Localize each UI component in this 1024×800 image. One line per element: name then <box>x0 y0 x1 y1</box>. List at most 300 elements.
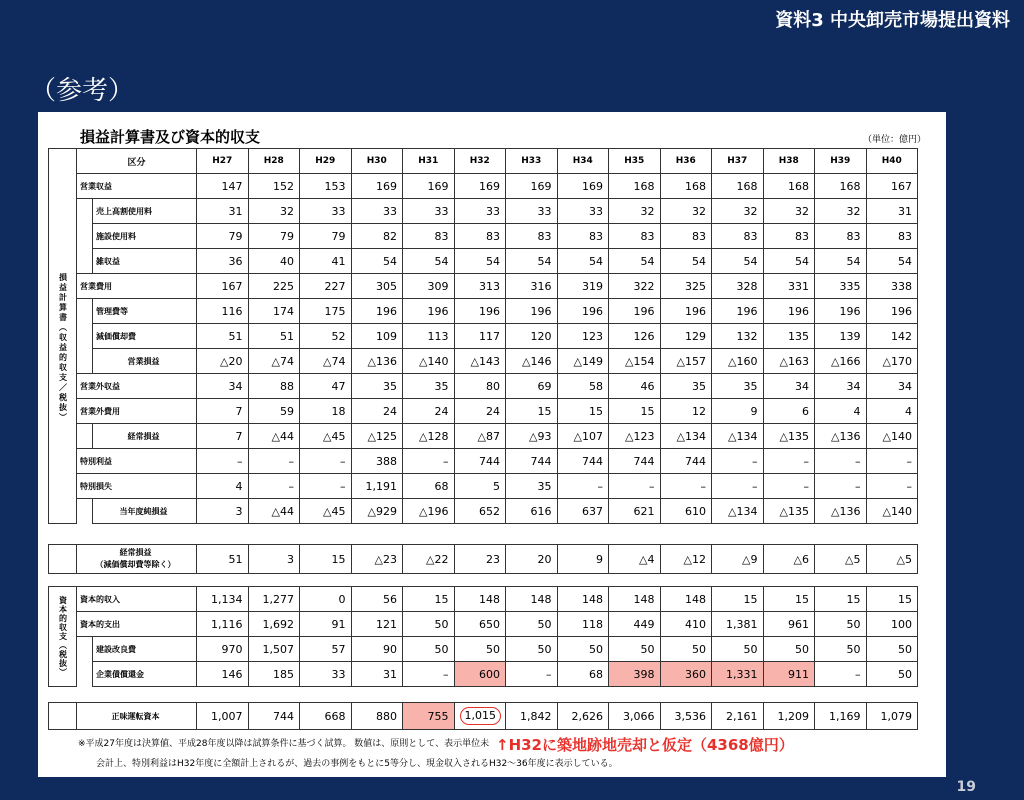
value-cell: 1,116 <box>197 612 249 637</box>
value-cell: 54 <box>866 249 918 274</box>
value-cell: 167 <box>866 174 918 199</box>
value-cell: 169 <box>506 174 558 199</box>
value-cell: 410 <box>660 612 712 637</box>
value-cell: 51 <box>197 324 249 349</box>
value-cell: 83 <box>609 224 661 249</box>
value-cell: △5 <box>815 545 867 574</box>
working-capital-table <box>48 702 918 730</box>
ordinary-profit-table <box>48 544 918 574</box>
value-cell: 610 <box>660 499 712 524</box>
income-statement-table <box>48 148 918 524</box>
year-header: H35 <box>609 149 661 174</box>
value-cell: 123 <box>557 324 609 349</box>
value-cell: – <box>866 474 918 499</box>
value-cell: △196 <box>403 499 455 524</box>
value-cell: △44 <box>248 499 300 524</box>
value-cell: – <box>557 474 609 499</box>
value-cell: 1,381 <box>712 612 764 637</box>
value-cell: 59 <box>248 399 300 424</box>
value-cell: 50 <box>557 637 609 662</box>
value-cell: 33 <box>506 199 558 224</box>
value-cell: 388 <box>351 449 403 474</box>
value-cell: 20 <box>506 545 558 574</box>
table-row <box>49 545 918 574</box>
value-cell: 54 <box>763 249 815 274</box>
value-cell: 33 <box>351 199 403 224</box>
row-label: 営業収益 <box>77 174 197 199</box>
value-cell: 50 <box>815 637 867 662</box>
value-cell: 69 <box>506 374 558 399</box>
value-cell: – <box>300 449 352 474</box>
value-cell: △135 <box>763 424 815 449</box>
value-cell: – <box>815 474 867 499</box>
value-cell: 1,692 <box>248 612 300 637</box>
value-cell: 3 <box>197 499 249 524</box>
value-cell: 35 <box>506 474 558 499</box>
value-cell: △4 <box>609 545 661 574</box>
slide-header: 資料3 中央卸売市場提出資料 <box>775 10 1010 31</box>
value-cell: △140 <box>866 499 918 524</box>
value-cell: △140 <box>866 424 918 449</box>
table-row <box>49 449 918 474</box>
value-cell: △12 <box>660 545 712 574</box>
value-cell: 196 <box>712 299 764 324</box>
value-cell: 33 <box>300 662 352 687</box>
value-cell: 15 <box>815 587 867 612</box>
reference-title: （参考） <box>30 76 135 106</box>
year-header: H27 <box>197 149 249 174</box>
value-cell: 90 <box>351 637 403 662</box>
value-cell: 54 <box>815 249 867 274</box>
value-cell: △5 <box>866 545 918 574</box>
value-cell: △143 <box>454 349 506 374</box>
value-cell: △163 <box>763 349 815 374</box>
value-cell: 1,169 <box>815 703 867 730</box>
value-cell: – <box>660 474 712 499</box>
value-cell: 68 <box>557 662 609 687</box>
value-cell: 148 <box>506 587 558 612</box>
value-cell: 668 <box>300 703 352 730</box>
value-cell: 227 <box>300 274 352 299</box>
header-label: 区分 <box>77 149 197 174</box>
value-cell: – <box>712 449 764 474</box>
value-cell: 126 <box>609 324 661 349</box>
unit-label: （単位：億円） <box>862 135 926 145</box>
value-cell: △45 <box>300 424 352 449</box>
value-cell: 82 <box>351 224 403 249</box>
table-row <box>49 199 918 224</box>
value-cell: △107 <box>557 424 609 449</box>
table-row <box>49 399 918 424</box>
row-label: 営業外費用 <box>77 399 197 424</box>
indent-cell <box>77 637 93 662</box>
value-cell: 652 <box>454 499 506 524</box>
value-cell: 50 <box>403 612 455 637</box>
value-cell: 24 <box>351 399 403 424</box>
value-cell: 50 <box>506 637 558 662</box>
value-cell: 4 <box>815 399 867 424</box>
row-label: 当年度純損益 <box>93 499 197 524</box>
value-cell: 31 <box>351 662 403 687</box>
value-cell: 15 <box>712 587 764 612</box>
value-cell: 32 <box>815 199 867 224</box>
value-cell: – <box>763 449 815 474</box>
year-header: H30 <box>351 149 403 174</box>
callout-annotation: ↑H32に築地跡地売却と仮定（4368億円） <box>492 734 798 755</box>
value-cell: △160 <box>712 349 764 374</box>
value-cell: 50 <box>454 637 506 662</box>
value-cell: 24 <box>454 399 506 424</box>
side-blank <box>49 703 77 730</box>
value-cell: △149 <box>557 349 609 374</box>
value-cell: 33 <box>403 199 455 224</box>
value-cell: 54 <box>660 249 712 274</box>
value-cell: 36 <box>197 249 249 274</box>
value-cell: 100 <box>866 612 918 637</box>
value-cell: 50 <box>866 662 918 687</box>
value-cell: 1,209 <box>763 703 815 730</box>
value-cell: 68 <box>403 474 455 499</box>
value-cell: – <box>248 474 300 499</box>
value-cell: 50 <box>712 637 764 662</box>
value-cell: 637 <box>557 499 609 524</box>
value-cell: 18 <box>300 399 352 424</box>
table-row <box>49 587 918 612</box>
footnote-1: ※平成27年度は決算値、平成28年度以降は試算条件に基づく試算。 数値は、原則として、表示単位未 <box>78 739 490 749</box>
value-cell: 616 <box>506 499 558 524</box>
value-cell: △6 <box>763 545 815 574</box>
table-row <box>49 174 918 199</box>
value-cell: 54 <box>712 249 764 274</box>
value-cell: 1,277 <box>248 587 300 612</box>
value-cell: – <box>815 449 867 474</box>
table-row <box>49 424 918 449</box>
value-cell: 54 <box>506 249 558 274</box>
value-cell: 744 <box>506 449 558 474</box>
value-cell: △128 <box>403 424 455 449</box>
value-cell: 196 <box>454 299 506 324</box>
value-cell: △154 <box>609 349 661 374</box>
value-cell: 31 <box>866 199 918 224</box>
value-cell: 168 <box>763 174 815 199</box>
value-cell: 185 <box>248 662 300 687</box>
table-row <box>49 612 918 637</box>
table-row <box>49 249 918 274</box>
value-cell: 83 <box>660 224 712 249</box>
value-cell: △20 <box>197 349 249 374</box>
value-cell: 40 <box>248 249 300 274</box>
table-row <box>49 349 918 374</box>
value-cell: △166 <box>815 349 867 374</box>
table-row <box>49 324 918 349</box>
year-header: H40 <box>866 149 918 174</box>
value-cell: 2,626 <box>557 703 609 730</box>
value-cell: 15 <box>300 545 352 574</box>
value-cell: 335 <box>815 274 867 299</box>
row-label: 資本的収入 <box>77 587 197 612</box>
value-cell: 1,191 <box>351 474 403 499</box>
value-cell: 1,007 <box>197 703 249 730</box>
value-cell: 0 <box>300 587 352 612</box>
value-cell: △93 <box>506 424 558 449</box>
row-label: 売上高割使用料 <box>93 199 197 224</box>
value-cell: 34 <box>763 374 815 399</box>
value-cell: 32 <box>712 199 764 224</box>
value-cell: 7 <box>197 399 249 424</box>
value-cell: 970 <box>197 637 249 662</box>
value-cell: 168 <box>609 174 661 199</box>
value-cell: 168 <box>815 174 867 199</box>
value-cell: 47 <box>300 374 352 399</box>
value-cell: 31 <box>197 199 249 224</box>
value-cell: 113 <box>403 324 455 349</box>
value-cell: 142 <box>866 324 918 349</box>
value-cell: 51 <box>248 324 300 349</box>
year-header: H28 <box>248 149 300 174</box>
value-cell: 88 <box>248 374 300 399</box>
row-label: 減価償却費 <box>93 324 197 349</box>
side-blank <box>49 545 77 574</box>
indent-cell <box>77 499 93 524</box>
footnote-2: 会計上、特別利益はH32年度に全額計上されるが、過去の事例をもとに5等分し、現金収入されるH32～36年度に表示している。 <box>96 759 618 769</box>
value-cell: 309 <box>403 274 455 299</box>
row-label: 特別利益 <box>77 449 197 474</box>
value-cell: 322 <box>609 274 661 299</box>
value-cell: △929 <box>351 499 403 524</box>
working-capital-label: 正味運転資本 <box>77 703 197 730</box>
value-cell <box>454 703 506 730</box>
value-cell: 755 <box>403 703 455 730</box>
table-row <box>49 374 918 399</box>
value-cell: 4 <box>197 474 249 499</box>
table-row <box>49 662 918 687</box>
value-cell: 338 <box>866 274 918 299</box>
value-cell: 744 <box>609 449 661 474</box>
value-cell: 129 <box>660 324 712 349</box>
value-cell: 9 <box>557 545 609 574</box>
value-cell: 168 <box>660 174 712 199</box>
value-cell: △135 <box>763 499 815 524</box>
value-cell: 168 <box>712 174 764 199</box>
value-cell: 744 <box>660 449 712 474</box>
value-cell: 744 <box>557 449 609 474</box>
value-cell: 1,331 <box>712 662 764 687</box>
value-cell: △23 <box>351 545 403 574</box>
value-cell: 3 <box>248 545 300 574</box>
value-cell: 58 <box>557 374 609 399</box>
value-cell: 50 <box>660 637 712 662</box>
value-cell: 83 <box>506 224 558 249</box>
value-cell: 169 <box>557 174 609 199</box>
value-cell: 116 <box>197 299 249 324</box>
value-cell: 51 <box>197 545 249 574</box>
value-cell: 35 <box>351 374 403 399</box>
value-cell: 196 <box>660 299 712 324</box>
value-cell: 621 <box>609 499 661 524</box>
capital-account-table <box>48 586 918 687</box>
value-cell: 152 <box>248 174 300 199</box>
value-cell: △170 <box>866 349 918 374</box>
table-row <box>49 224 918 249</box>
value-cell: 196 <box>557 299 609 324</box>
value-cell: △9 <box>712 545 764 574</box>
value-cell: 650 <box>454 612 506 637</box>
value-cell: 54 <box>557 249 609 274</box>
value-cell: 1,079 <box>866 703 918 730</box>
value-cell: △134 <box>712 499 764 524</box>
value-cell: – <box>712 474 764 499</box>
indent-cell <box>77 424 93 449</box>
value-cell: 135 <box>763 324 815 349</box>
year-header: H33 <box>506 149 558 174</box>
value-cell: 360 <box>660 662 712 687</box>
value-cell: 9 <box>712 399 764 424</box>
value-cell: 12 <box>660 399 712 424</box>
value-cell: 196 <box>609 299 661 324</box>
value-cell: 6 <box>763 399 815 424</box>
value-cell: 148 <box>609 587 661 612</box>
indent-cell <box>77 249 93 274</box>
ordinary-label <box>77 545 197 574</box>
year-header: H29 <box>300 149 352 174</box>
value-cell: 15 <box>609 399 661 424</box>
row-label: 営業費用 <box>77 274 197 299</box>
value-cell: △136 <box>815 499 867 524</box>
value-cell: 961 <box>763 612 815 637</box>
value-cell: 35 <box>660 374 712 399</box>
value-cell: 79 <box>197 224 249 249</box>
year-header: H31 <box>403 149 455 174</box>
value-cell: △22 <box>403 545 455 574</box>
table-row <box>49 299 918 324</box>
value-cell: – <box>866 449 918 474</box>
value-cell: 328 <box>712 274 764 299</box>
value-cell: 46 <box>609 374 661 399</box>
value-cell: 24 <box>403 399 455 424</box>
ordinary-label-line1: 経常損益 <box>119 548 152 557</box>
value-cell: 3,536 <box>660 703 712 730</box>
value-cell: 34 <box>815 374 867 399</box>
value-cell: 57 <box>300 637 352 662</box>
value-cell: 120 <box>506 324 558 349</box>
value-cell: 41 <box>300 249 352 274</box>
value-cell: 147 <box>197 174 249 199</box>
value-cell: 4 <box>866 399 918 424</box>
value-cell: 50 <box>763 637 815 662</box>
value-cell: 54 <box>454 249 506 274</box>
year-header: H37 <box>712 149 764 174</box>
value-cell: 600 <box>454 662 506 687</box>
header-side-cell <box>49 149 77 174</box>
value-cell: 54 <box>351 249 403 274</box>
value-cell: 744 <box>454 449 506 474</box>
value-cell: △136 <box>815 424 867 449</box>
table-row <box>49 474 918 499</box>
value-cell: 1,842 <box>506 703 558 730</box>
value-cell: △146 <box>506 349 558 374</box>
table-row <box>49 703 918 730</box>
value-cell: 50 <box>506 612 558 637</box>
value-cell: 34 <box>197 374 249 399</box>
row-label: 経常損益 <box>93 424 197 449</box>
row-label: 営業外収益 <box>77 374 197 399</box>
value-cell: △45 <box>300 499 352 524</box>
value-cell: 50 <box>609 637 661 662</box>
value-cell: 1,134 <box>197 587 249 612</box>
value-cell: 167 <box>197 274 249 299</box>
header-row <box>49 149 918 174</box>
row-label: 雑収益 <box>93 249 197 274</box>
value-cell: – <box>763 474 815 499</box>
table-row <box>49 274 918 299</box>
value-cell: 319 <box>557 274 609 299</box>
value-cell: 32 <box>248 199 300 224</box>
indent-cell <box>77 662 93 687</box>
value-cell: 83 <box>454 224 506 249</box>
value-cell: 23 <box>454 545 506 574</box>
value-cell: 744 <box>248 703 300 730</box>
value-cell: 35 <box>403 374 455 399</box>
value-cell: 83 <box>815 224 867 249</box>
value-cell: 50 <box>403 637 455 662</box>
value-cell: 2,161 <box>712 703 764 730</box>
value-cell: 225 <box>248 274 300 299</box>
value-cell: 153 <box>300 174 352 199</box>
value-cell: 117 <box>454 324 506 349</box>
value-cell: 313 <box>454 274 506 299</box>
value-cell: △74 <box>300 349 352 374</box>
side-label-capital: 資本的収支（税抜） <box>49 587 77 687</box>
value-cell: – <box>300 474 352 499</box>
value-cell: 33 <box>454 199 506 224</box>
page-number: 19 <box>956 779 976 795</box>
document-panel <box>38 112 976 795</box>
value-cell: 33 <box>300 199 352 224</box>
value-cell: – <box>403 662 455 687</box>
value-cell: 118 <box>557 612 609 637</box>
value-cell: 32 <box>763 199 815 224</box>
value-cell: △157 <box>660 349 712 374</box>
value-cell: 54 <box>403 249 455 274</box>
value-cell: △74 <box>248 349 300 374</box>
value-cell: 174 <box>248 299 300 324</box>
value-cell: 83 <box>866 224 918 249</box>
indent-cell <box>77 349 93 374</box>
value-cell: 148 <box>454 587 506 612</box>
value-cell: 169 <box>403 174 455 199</box>
value-cell: 169 <box>351 174 403 199</box>
value-cell: 54 <box>609 249 661 274</box>
row-label: 特別損失 <box>77 474 197 499</box>
value-cell: – <box>506 662 558 687</box>
year-header: H34 <box>557 149 609 174</box>
value-cell: 148 <box>557 587 609 612</box>
value-cell: △140 <box>403 349 455 374</box>
value-cell: 196 <box>866 299 918 324</box>
value-cell: 1,507 <box>248 637 300 662</box>
value-cell: 56 <box>351 587 403 612</box>
value-cell: 7 <box>197 424 249 449</box>
table-row <box>49 499 918 524</box>
value-cell: 83 <box>763 224 815 249</box>
value-cell: 316 <box>506 274 558 299</box>
value-cell: – <box>609 474 661 499</box>
indent-cell <box>77 224 93 249</box>
row-label: 管理費等 <box>93 299 197 324</box>
value-cell: 331 <box>763 274 815 299</box>
value-cell: 109 <box>351 324 403 349</box>
row-label: 営業損益 <box>93 349 197 374</box>
